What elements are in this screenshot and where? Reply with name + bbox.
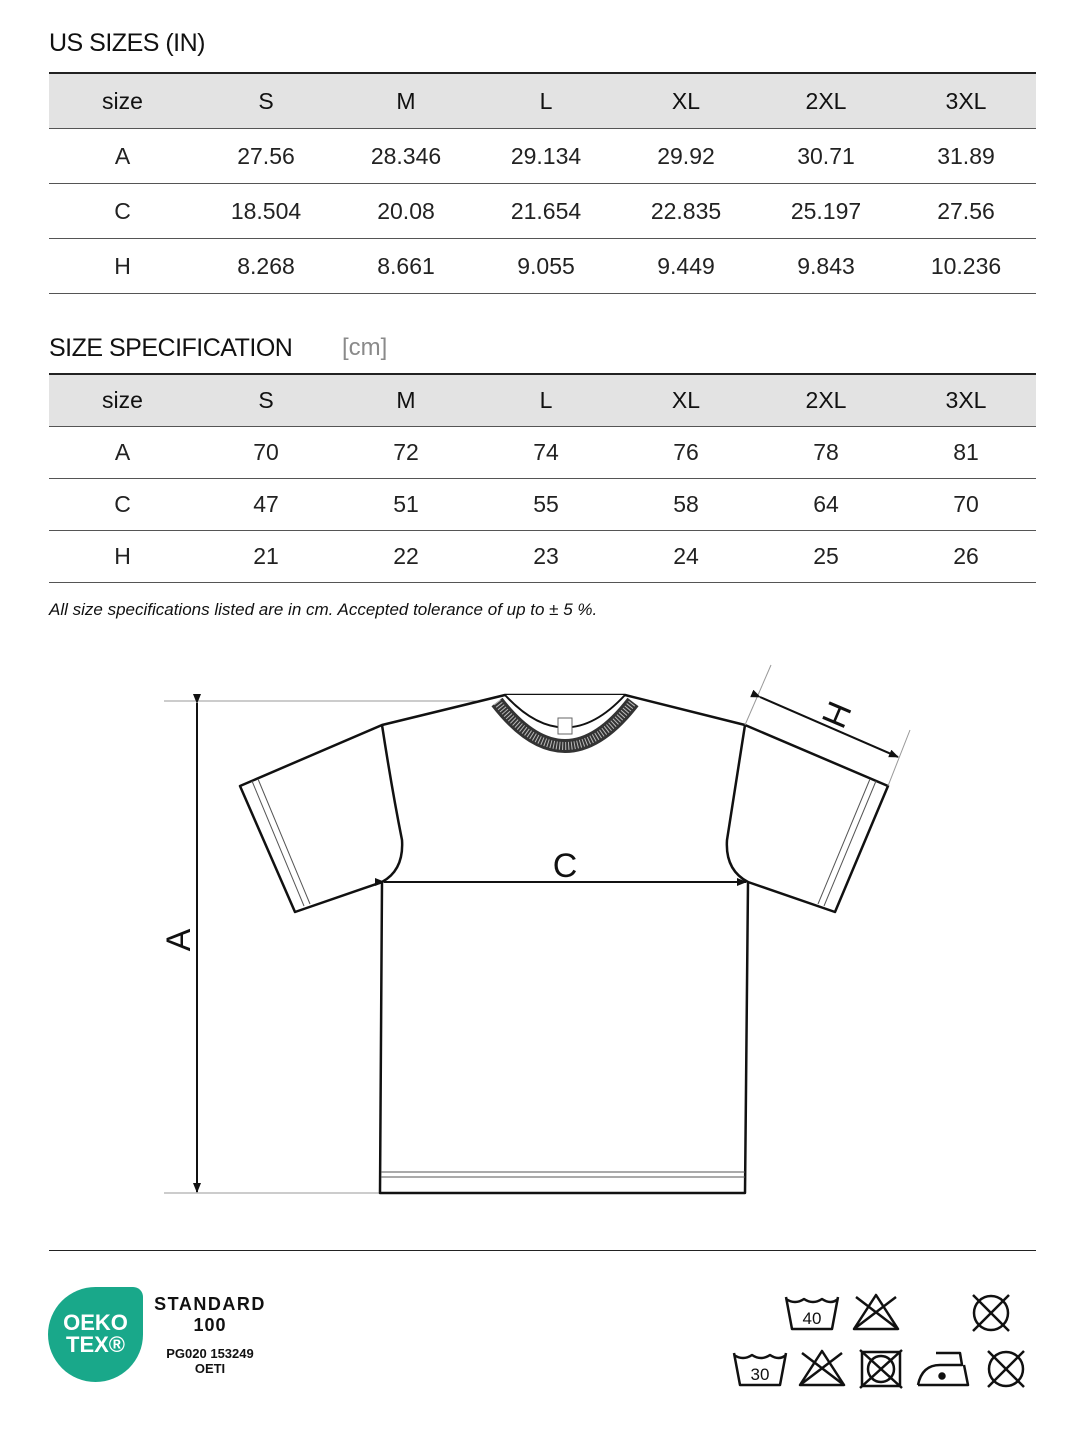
measurement-value: 29.134: [476, 129, 616, 184]
neck-label: [558, 718, 572, 734]
measurement-value: 51: [336, 479, 476, 531]
measurement-value: 9.449: [616, 239, 756, 294]
size-column-header: XL: [616, 374, 756, 427]
h-guide-2: [888, 730, 910, 786]
measurement-value: 64: [756, 479, 896, 531]
measurement-label: C: [49, 479, 196, 531]
measurement-value: 21.654: [476, 184, 616, 239]
size-spec-title: SIZE SPECIFICATION: [49, 334, 293, 362]
us-sizes-title: US SIZES (IN): [49, 29, 206, 57]
measurement-value: 25: [756, 531, 896, 583]
oeko-logo-line2: TEX®: [66, 1332, 125, 1357]
wash-40-value: 40: [802, 1309, 822, 1328]
wash-30-value: 30: [750, 1365, 770, 1384]
measurement-label: C: [49, 184, 196, 239]
size-column-header: 3XL: [896, 374, 1036, 427]
measurement-value: 55: [476, 479, 616, 531]
size-column-header: L: [476, 73, 616, 129]
measurement-value: 22.835: [616, 184, 756, 239]
measurement-value: 72: [336, 427, 476, 479]
tshirt-outline: [240, 695, 888, 1193]
measurement-value: 47: [196, 479, 336, 531]
measurement-value: 81: [896, 427, 1036, 479]
do-not-tumble-dry-icon: [860, 1350, 902, 1388]
do-not-bleach-icon: [854, 1295, 898, 1329]
h-label: H: [813, 695, 859, 734]
measurement-value: 31.89: [896, 129, 1036, 184]
size-column-header: 2XL: [756, 73, 896, 129]
size-column-header: L: [476, 374, 616, 427]
measurement-label: H: [49, 531, 196, 583]
measurement-value: 26: [896, 531, 1036, 583]
standard-number: 100: [193, 1315, 227, 1335]
size-column-header: M: [336, 73, 476, 129]
standard-label: STANDARD: [154, 1294, 266, 1314]
measurement-value: 27.56: [896, 184, 1036, 239]
measurement-value: 23: [476, 531, 616, 583]
measurement-value: 29.92: [616, 129, 756, 184]
measurement-value: 78: [756, 427, 896, 479]
footer-divider: [49, 1250, 1036, 1251]
size-column-header: M: [336, 374, 476, 427]
size-column-header: 3XL: [896, 73, 1036, 129]
size-spec-unit: [cm]: [342, 334, 388, 361]
size-column-header: S: [196, 73, 336, 129]
measurement-value: 76: [616, 427, 756, 479]
wash-40-icon: [786, 1297, 838, 1329]
c-label: C: [552, 847, 578, 885]
oeko-logo-line1: OEKO: [63, 1310, 128, 1335]
size-column-header: 2XL: [756, 374, 896, 427]
measurement-value: 9.843: [756, 239, 896, 294]
do-not-bleach-icon: [800, 1351, 844, 1385]
size-header: size: [49, 73, 196, 129]
institute-name: OETI: [194, 1361, 226, 1376]
measurement-value: 10.236: [896, 239, 1036, 294]
measurement-value: 24: [616, 531, 756, 583]
measurement-value: 58: [616, 479, 756, 531]
measurement-value: 18.504: [196, 184, 336, 239]
measurement-value: 22: [336, 531, 476, 583]
measurement-label: A: [49, 129, 196, 184]
size-header: size: [49, 374, 196, 427]
do-not-dry-clean-icon: [973, 1295, 1009, 1331]
measurement-value: 8.268: [196, 239, 336, 294]
measurement-value: 70: [896, 479, 1036, 531]
measurement-value: 8.661: [336, 239, 476, 294]
measurement-value: 70: [196, 427, 336, 479]
measurement-value: 25.197: [756, 184, 896, 239]
tolerance-note: All size specifications listed are in cm. Accepted tolerance of up to ± 5 %.: [49, 600, 598, 619]
certificate-number: PG020 153249: [166, 1346, 254, 1361]
measurement-value: 30.71: [756, 129, 896, 184]
h-guide-1: [745, 665, 771, 725]
oeko-tex-logo: [48, 1287, 143, 1382]
a-label: A: [160, 928, 198, 952]
measurement-value: 21: [196, 531, 336, 583]
measurement-value: 28.346: [336, 129, 476, 184]
size-column-header: XL: [616, 73, 756, 129]
measurement-value: 20.08: [336, 184, 476, 239]
iron-low-icon: [918, 1353, 968, 1385]
measurement-value: 74: [476, 427, 616, 479]
care-symbols: [720, 1285, 1040, 1395]
measurement-value: 9.055: [476, 239, 616, 294]
wash-30-icon: [734, 1353, 786, 1385]
measurement-label: A: [49, 427, 196, 479]
oeko-standard-block: [150, 1294, 270, 1376]
measurement-label: H: [49, 239, 196, 294]
do-not-dry-clean-icon: [988, 1351, 1024, 1387]
measurement-value: 27.56: [196, 129, 336, 184]
size-column-header: S: [196, 374, 336, 427]
